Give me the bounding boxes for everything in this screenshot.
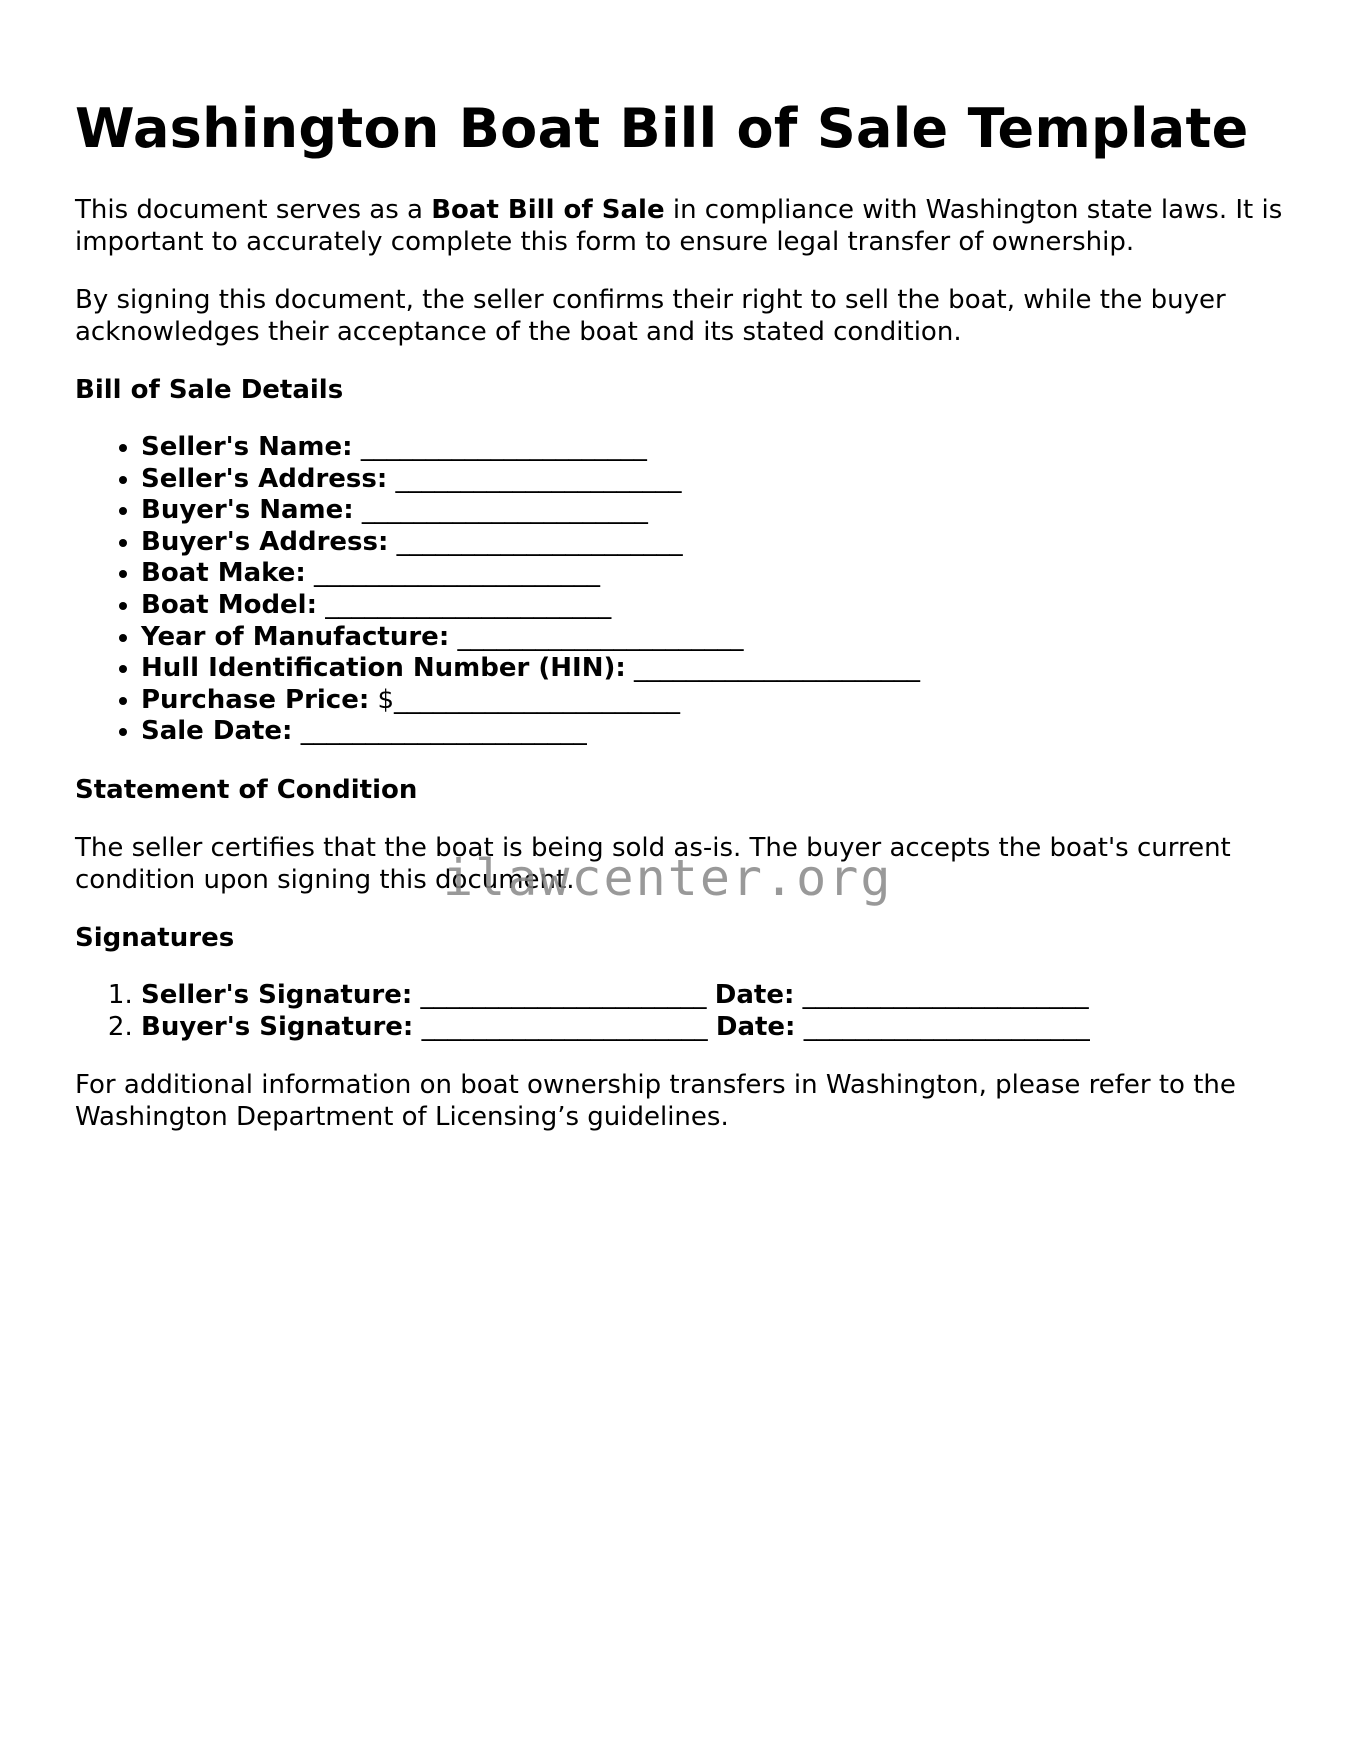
field-label: Sale Date:	[141, 716, 293, 747]
signature-blank: ______________________	[413, 1011, 716, 1042]
signatures-heading: Signatures	[75, 922, 235, 953]
page-title: Washington Boat Bill of Sale Template	[75, 97, 1249, 160]
list-item	[141, 590, 1290, 622]
intro-paragraph	[75, 194, 1290, 258]
field-blank: ______________________	[625, 653, 921, 684]
condition-heading: Statement of Condition	[75, 774, 418, 805]
field-label: Hull Identification Number (HIN):	[141, 653, 626, 684]
intro-text-before: This document serves as a	[75, 195, 432, 225]
details-heading: Bill of Sale Details	[75, 375, 344, 405]
watermark: ilawcenter.org	[443, 849, 893, 907]
field-label: Seller's Name:	[141, 432, 353, 462]
intro-text-bold: Boat Bill of Sale	[431, 195, 665, 225]
field-blank: ______________________	[352, 432, 647, 462]
field-blank: ______________________	[449, 621, 744, 652]
signatures-list	[75, 980, 1290, 1043]
field-label: Buyer's Name:	[141, 495, 354, 526]
signature-blank: ______________________	[412, 979, 715, 1010]
signing-paragraph: By signing this document, the seller confirms their right to sell the boat, while the buyer acknowledges their acceptance of the boat and its stated condition.	[75, 285, 1226, 347]
field-blank: ______________________	[388, 526, 683, 557]
list-item	[141, 685, 1290, 717]
list-item	[141, 527, 1290, 559]
date-blank: ______________________	[794, 979, 1089, 1010]
field-blank: ______________________	[292, 716, 587, 747]
intro-text-after: in compliance with Washington state laws. It is important to accurately complete this form to ensure legal transfer of ownership.	[75, 195, 1283, 257]
field-blank: ______________________	[305, 558, 601, 589]
list-item	[141, 1012, 1290, 1044]
field-label: Boat Model:	[141, 589, 317, 620]
date-label: Date:	[714, 979, 795, 1010]
condition-paragraph: The seller certifies that the boat is being sold as-is. The buyer accepts the boat's current condition upon signing this document.	[75, 832, 1231, 895]
field-blank: ______________________	[353, 495, 648, 526]
signature-label: Buyer's Signature:	[141, 1011, 414, 1042]
signature-label: Seller's Signature:	[141, 979, 413, 1010]
list-item	[141, 464, 1290, 496]
details-list	[75, 432, 1290, 748]
field-label: Purchase Price:	[141, 684, 370, 715]
field-blank: ______________________	[387, 463, 682, 494]
date-blank: ______________________	[795, 1011, 1090, 1042]
field-label: Seller's Address:	[141, 463, 388, 494]
list-item	[141, 653, 1290, 685]
list-item	[141, 558, 1290, 590]
field-label: Year of Manufacture:	[141, 621, 450, 652]
date-label: Date:	[715, 1011, 796, 1042]
list-item	[141, 432, 1290, 464]
field-blank: ______________________	[317, 589, 612, 620]
field-label: Buyer's Address:	[141, 526, 389, 557]
document-page	[75, 0, 1290, 1133]
list-item	[141, 622, 1290, 654]
field-label: Boat Make:	[141, 558, 306, 589]
list-item	[141, 495, 1290, 527]
field-blank: $______________________	[369, 684, 681, 715]
closing-paragraph: For additional information on boat ownership transfers in Washington, please refer to the Washington Department of Licensing’s guidelines.	[75, 1070, 1236, 1133]
list-item	[141, 980, 1290, 1012]
list-item	[141, 716, 1290, 748]
